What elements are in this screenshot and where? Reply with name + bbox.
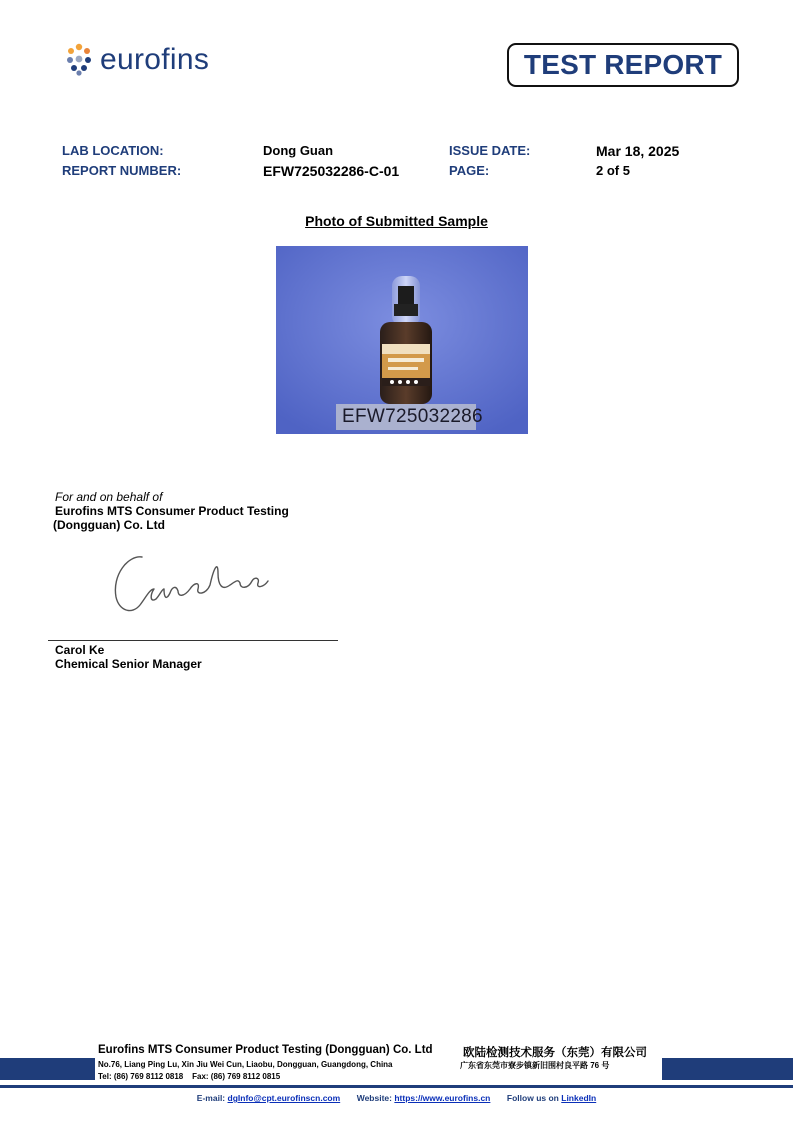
signer-name: Carol Ke	[55, 643, 105, 657]
eurofins-dots-icon	[62, 42, 96, 76]
follow-label: Follow us on	[506, 1093, 559, 1103]
eurofins-logo	[62, 42, 232, 78]
footer-address-en: No.76, Liang Ping Lu, Xin Jiu Wei Cun, Liaobu, Dongguan, Guangdong, China	[98, 1060, 393, 1069]
page-label: PAGE:	[449, 163, 490, 178]
page-value: 2 of 5	[596, 163, 630, 178]
report-title-box	[507, 43, 739, 87]
footer-company-en: Eurofins MTS Consumer Product Testing (Dongguan) Co. Ltd	[98, 1044, 433, 1056]
sample-photo	[276, 246, 528, 434]
company-name-line2: (Dongguan) Co. Ltd	[53, 518, 165, 532]
report-title: TEST REPORT	[523, 49, 723, 80]
lab-location-label: LAB LOCATION:	[62, 143, 164, 158]
website-link[interactable]: https://www.eurofins.cn	[394, 1093, 491, 1103]
footer-contact	[0, 1093, 793, 1103]
report-number-value: EFW725032286-C-01	[263, 163, 400, 179]
linkedin-link[interactable]: LinkedIn	[561, 1093, 597, 1103]
signer-title: Chemical Senior Manager	[55, 657, 202, 671]
handwritten-signature	[110, 545, 270, 620]
company-name-line1: Eurofins MTS Consumer Product Testing	[55, 504, 289, 518]
sample-photo-caption: EFW725032286	[342, 406, 483, 427]
footer-rule	[0, 1085, 793, 1088]
footer-company-cn: 欧陆检测技术服务（东莞）有限公司	[463, 1047, 647, 1059]
issue-date-value: Mar 18, 2025	[596, 143, 680, 159]
signature-line	[48, 640, 338, 641]
email-link[interactable]: dgInfo@cpt.eurofinscn.com	[227, 1093, 341, 1103]
footer-band-right	[662, 1058, 793, 1080]
on-behalf-text: For and on behalf of	[55, 490, 163, 504]
section-title: Photo of Submitted Sample	[305, 213, 488, 229]
brand-name: eurofins	[100, 43, 210, 76]
website-label: Website:	[356, 1093, 392, 1103]
lab-location-value: Dong Guan	[263, 143, 334, 158]
footer-address-cn: 广东省东莞市寮步镇新旧围村良平路 76 号	[460, 1061, 610, 1070]
report-number-label: REPORT NUMBER:	[62, 163, 182, 178]
issue-date-label: ISSUE DATE:	[449, 143, 531, 158]
signature-image	[110, 545, 270, 620]
email-label: E-mail:	[196, 1093, 226, 1103]
footer-tel-fax: Tel: (86) 769 8112 0818 Fax: (86) 769 8112 0815	[98, 1072, 281, 1081]
